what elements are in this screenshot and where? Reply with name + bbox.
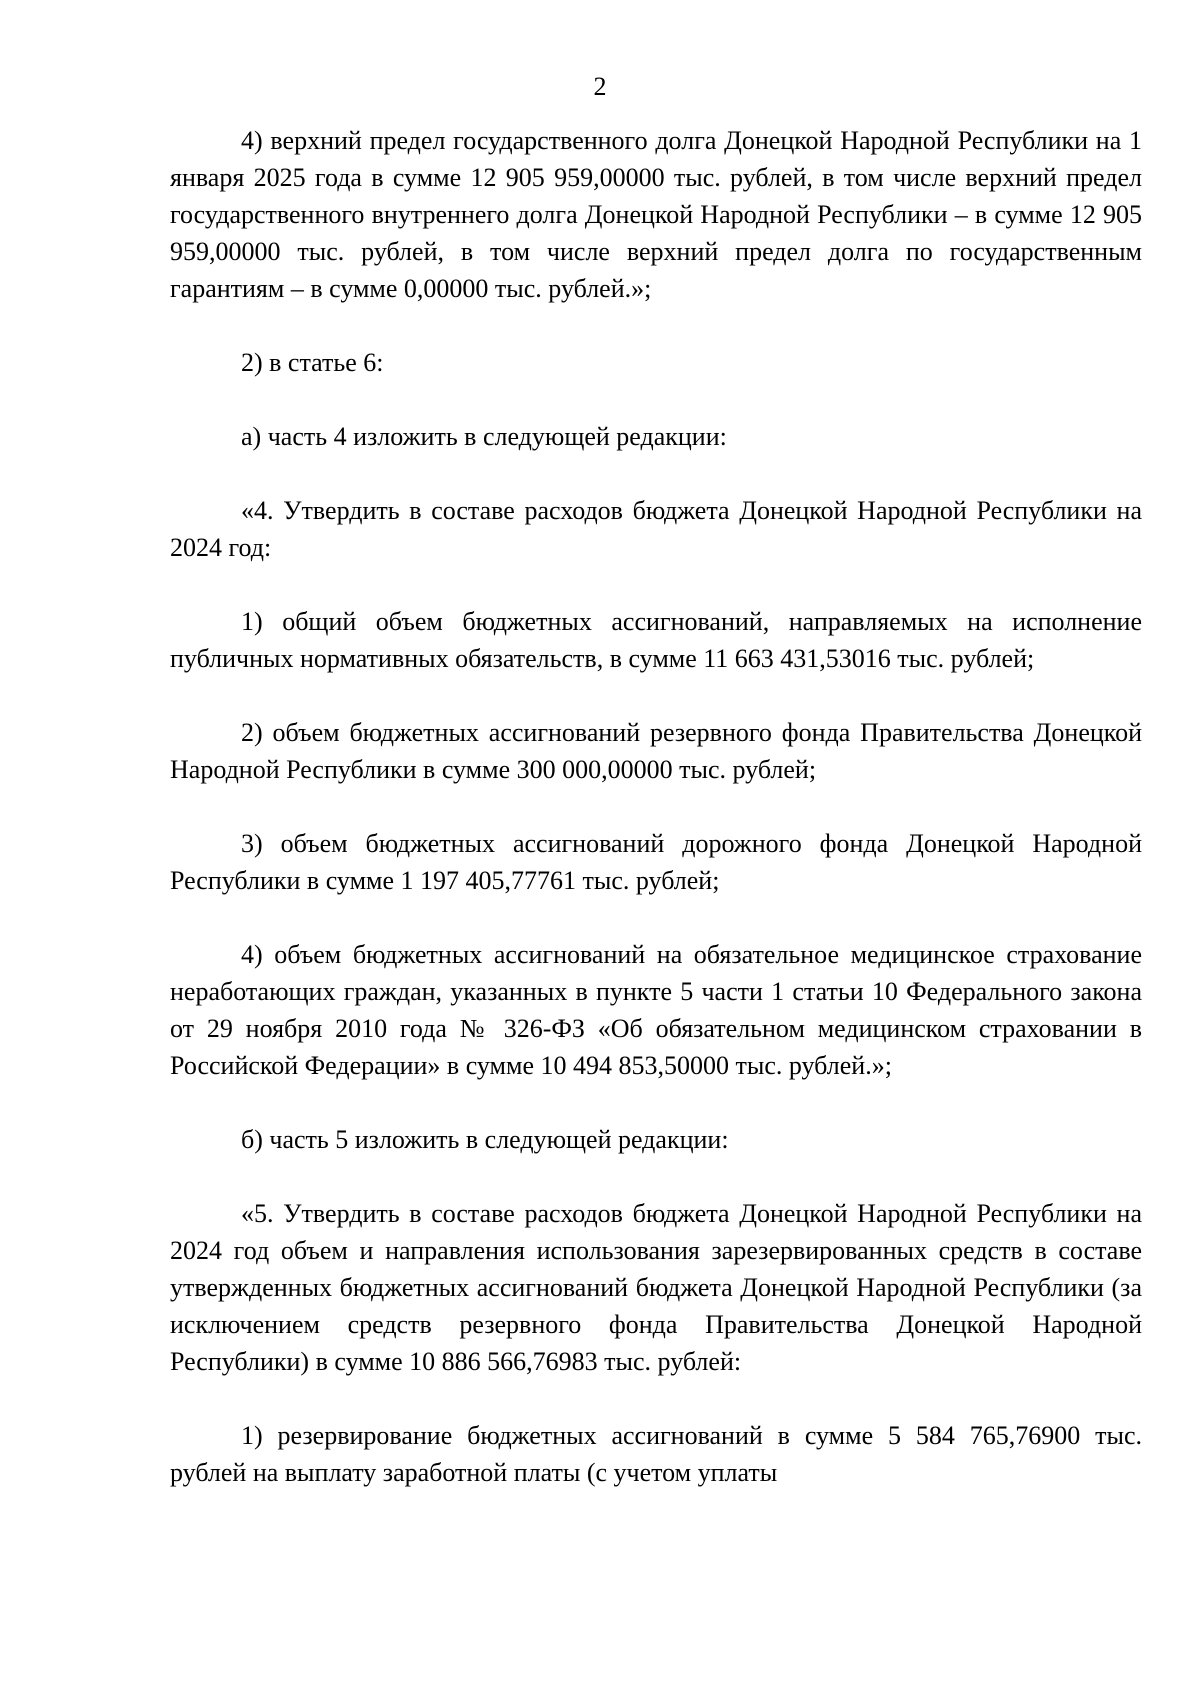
paragraph-road-fund: 3) объем бюджетных ассигнований дорожного фонда Донецкой Народной Республики в сумме 1 197 405,77761 тыс. рублей; xyxy=(170,829,1142,895)
page-number: 2 xyxy=(593,72,607,101)
paragraph-approve-expenses: «4. Утвердить в составе расходов бюджета Донецкой Народной Республики на 2024 год: xyxy=(170,496,1142,562)
paragraph-reserve-fund: 2) объем бюджетных ассигнований резервного фонда Правительства Донецкой Народной Республики в сумме 300 000,00000 тыс. рублей; xyxy=(170,718,1142,784)
paragraph-debt-limit: 4) верхний предел государственного долга Донецкой Народной Республики на 1 января 2025 года в сумме 12 905 959,00000 тыс. рублей, в том числе верхний предел государственного внутреннего долга Донецкой Народной Республики – в сумме 12 905 959,00000 тыс. рублей, в том числе верхний предел долга по государственным гарантиям – в сумме 0,00000 тыс. рублей.»; xyxy=(170,126,1142,303)
paragraph-part-5-edit: б) часть 5 изложить в следующей редакции: xyxy=(241,1125,729,1154)
paragraph-reserved-funds: «5. Утвердить в составе расходов бюджета Донецкой Народной Республики на 2024 год объем и направления использования зарезервированных средств в составе утвержденных бюджетных ассигнований бюджета Донецкой Народной Республики (за исключением средств резервного фонда Правительства Донецкой Народной Республики) в сумме 10 886 566,76983 тыс. рублей: xyxy=(170,1199,1142,1376)
paragraph-article-6: 2) в статье 6: xyxy=(241,348,384,377)
document-body xyxy=(170,122,1142,1491)
paragraph-salary-reservation: 1) резервирование бюджетных ассигнований в сумме 5 584 765,76900 тыс. рублей на выплату заработной платы (с учетом уплаты xyxy=(170,1421,1142,1487)
paragraph-public-obligations: 1) общий объем бюджетных ассигнований, направляемых на исполнение публичных нормативных обязательств, в сумме 11 663 431,53016 тыс. рублей; xyxy=(170,607,1142,673)
paragraph-part-4-edit: а) часть 4 изложить в следующей редакции: xyxy=(241,422,727,451)
paragraph-medical-insurance: 4) объем бюджетных ассигнований на обязательное медицинское страхование неработающих граждан, указанных в пункте 5 части 1 статьи 10 Федерального закона от 29 ноября 2010 года № 326-ФЗ «Об обязательном медицинском страховании в Российской Федерации» в сумме 10 494 853,50000 тыс. рублей.»; xyxy=(170,940,1142,1080)
